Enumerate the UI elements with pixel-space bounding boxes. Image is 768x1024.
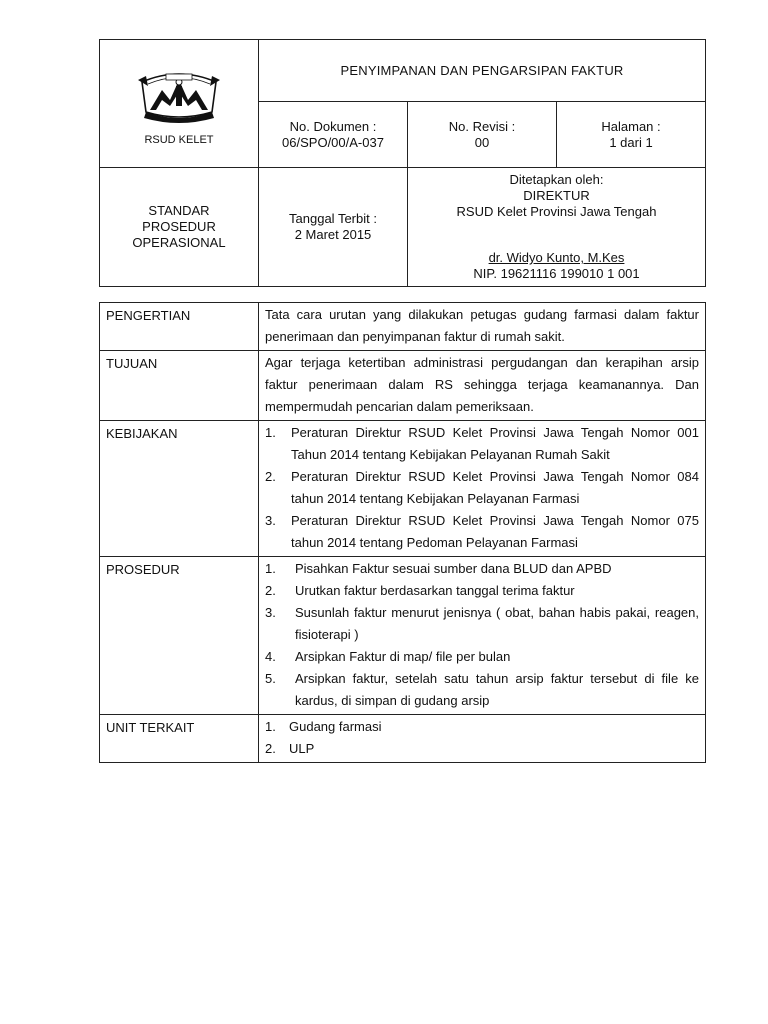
- list-item: 1. Gudang farmasi: [265, 719, 382, 734]
- logo-cell: [100, 40, 259, 168]
- approver-title: DIREKTUR: [523, 188, 590, 203]
- issue-date-label: Tanggal Terbit :: [289, 211, 377, 226]
- section-content: [259, 351, 706, 421]
- page-cell: [557, 102, 706, 168]
- jawa-tengah-emblem-icon: [136, 62, 222, 124]
- section-unit-terkait: [100, 715, 706, 763]
- section-label: UNIT TERKAIT: [100, 715, 259, 763]
- section-content: [259, 715, 706, 763]
- list-item: 1. Peraturan Direktur RSUD Kelet Provinsi Jawa Tengah Nomor 001 Tahun 2014 tentang Kebijakan Pelayanan Rumah Sakit: [265, 425, 699, 462]
- issue-date-value: 2 Maret 2015: [294, 227, 372, 242]
- section-content: [259, 421, 706, 557]
- document-title: PENYIMPANAN DAN PENGARSIPAN FAKTUR: [259, 40, 706, 102]
- document-number-value: 06/SPO/00/A-037: [282, 134, 384, 150]
- section-prosedur: [100, 557, 706, 715]
- pengertian-text: Tata cara urutan yang dilakukan petugas gudang farmasi dalam faktur penerimaan dan penyimpanan faktur di rumah sakit.: [265, 307, 699, 344]
- sop-cell: [100, 168, 259, 287]
- section-tujuan: [100, 351, 706, 421]
- section-content: [259, 303, 706, 351]
- section-content: [259, 557, 706, 715]
- list-item: 1. Pisahkan Faktur sesuai sumber dana BLUD dan APBD: [265, 561, 612, 576]
- sop-line-2: PROSEDUR: [142, 219, 216, 234]
- section-label: KEBIJAKAN: [100, 421, 259, 557]
- revision-cell: [408, 102, 557, 168]
- section-label: PENGERTIAN: [100, 303, 259, 351]
- kebijakan-list: [265, 422, 699, 554]
- section-label: PROSEDUR: [100, 557, 259, 715]
- unit-terkait-list: [265, 716, 699, 760]
- tujuan-text: Agar terjaga ketertiban administrasi pergudangan dan kerapihan arsip faktur penerimaan dalam RS sehingga terjaga keamanannya. Dan mempermudah pencarian dalam pemeriksaan.: [265, 355, 699, 414]
- approval-cell: [408, 168, 706, 287]
- list-item: 2. Urutkan faktur berdasarkan tanggal terima faktur: [265, 583, 575, 598]
- list-item: 3. Peraturan Direktur RSUD Kelet Provinsi Jawa Tengah Nomor 075 tahun 2014 tentang Pedoman Pelayanan Farmasi: [265, 513, 699, 550]
- approver-name: dr. Widyo Kunto, M.Kes: [488, 250, 625, 265]
- approved-by-label: Ditetapkan oleh:: [509, 172, 604, 187]
- approver-nip: NIP. 19621116 199010 1 001: [473, 266, 640, 281]
- section-kebijakan: [100, 421, 706, 557]
- section-pengertian: [100, 303, 706, 351]
- page-value: 1 dari 1: [609, 134, 653, 150]
- document-number-cell: [259, 102, 408, 168]
- sop-line-1: STANDAR: [148, 203, 210, 218]
- sop-content-table: [99, 302, 706, 763]
- list-item: 2. ULP: [265, 741, 315, 756]
- sop-line-3: OPERASIONAL: [132, 235, 226, 250]
- section-label: TUJUAN: [100, 351, 259, 421]
- issue-date-cell: [259, 168, 408, 287]
- prosedur-list: [265, 558, 699, 712]
- document-header-table: [99, 39, 706, 287]
- document-number-label: No. Dokumen :: [289, 118, 377, 134]
- revision-label: No. Revisi :: [448, 118, 516, 134]
- approver-organization: RSUD Kelet Provinsi Jawa Tengah: [456, 204, 657, 219]
- list-item: 5. Arsipkan faktur, setelah satu tahun arsip faktur tersebut di file ke kardus, di simpan di gudang arsip: [265, 671, 699, 708]
- hospital-name: RSUD KELET: [144, 133, 214, 146]
- page-label: Halaman :: [601, 118, 661, 134]
- list-item: 3. Susunlah faktur menurut jenisnya ( obat, bahan habis pakai, reagen, fisioterapi ): [265, 605, 699, 642]
- list-item: 4. Arsipkan Faktur di map/ file per bulan: [265, 649, 511, 664]
- list-item: 2. Peraturan Direktur RSUD Kelet Provinsi Jawa Tengah Nomor 084 tahun 2014 tentang Kebijakan Pelayanan Farmasi: [265, 469, 699, 506]
- revision-value: 00: [474, 134, 490, 150]
